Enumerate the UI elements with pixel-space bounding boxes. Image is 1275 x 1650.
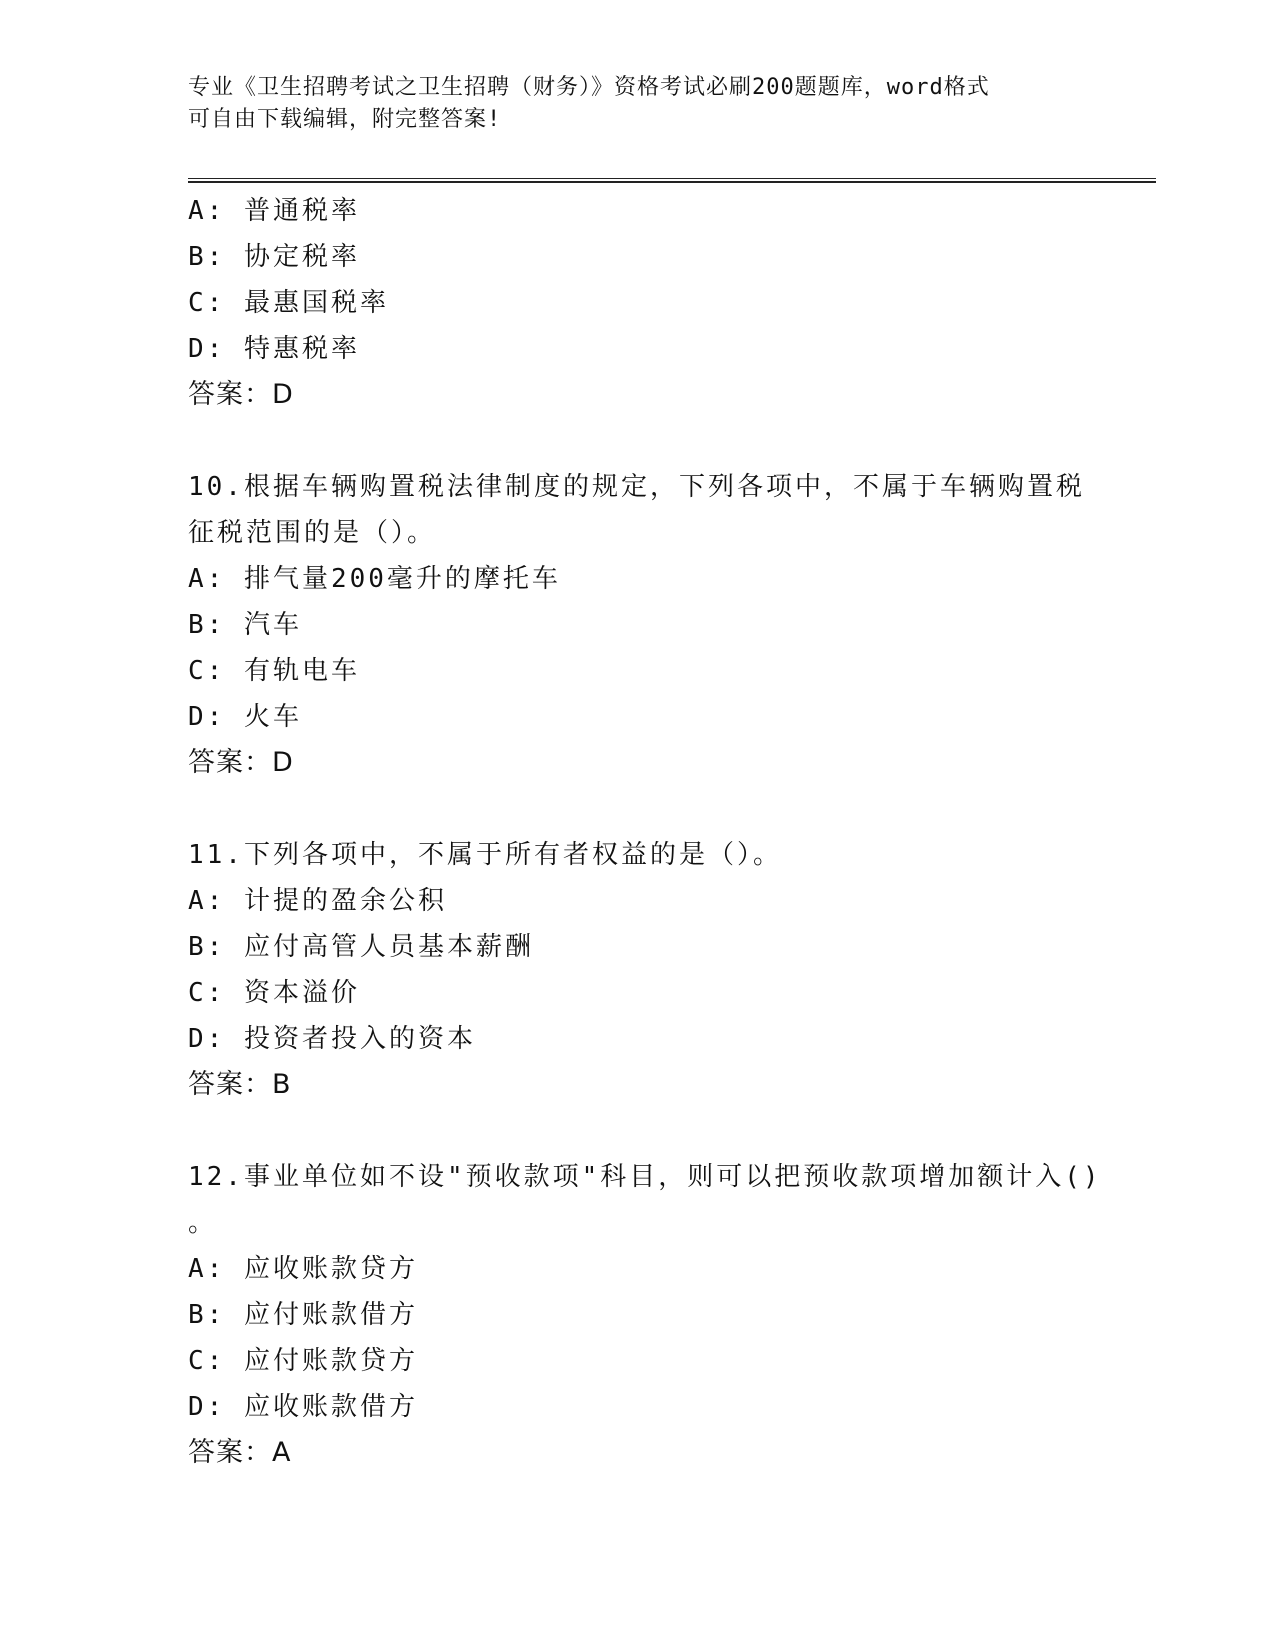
question-text-line: 。 (188, 1208, 218, 1238)
question-text-line: 征税范围的是（）。 (188, 518, 437, 548)
option-d: D: 投资者投入的资本 (188, 1024, 476, 1054)
header-divider (188, 178, 1156, 183)
option-a: A: 排气量200毫升的摩托车 (188, 564, 561, 594)
question-block-11 (188, 832, 1088, 1108)
question-block-10 (188, 464, 1088, 786)
question-block-12 (188, 1154, 1102, 1476)
question-text-line: 10.根据车辆购置税法律制度的规定，下列各项中，不属于车辆购置税 (188, 472, 1085, 502)
option-c: C: 最惠国税率 (188, 288, 389, 318)
document-header (188, 72, 1078, 136)
option-d: D: 火车 (188, 702, 302, 732)
option-b: B: 应付账款借方 (188, 1300, 418, 1330)
option-d: D: 应收账款借方 (188, 1392, 418, 1422)
question-text-line: 11.下列各项中，不属于所有者权益的是（）。 (188, 840, 782, 870)
option-c: C: 资本溢价 (188, 978, 360, 1008)
option-b: B: 协定税率 (188, 242, 360, 272)
answer-line: 答案：D (188, 747, 294, 778)
option-d: D: 特惠税率 (188, 334, 360, 364)
option-c: C: 应付账款贷方 (188, 1346, 418, 1376)
option-a: A: 计提的盈余公积 (188, 886, 447, 916)
option-b: B: 应付高管人员基本薪酬 (188, 932, 534, 962)
question-text-line: 12.事业单位如不设"预收款项"科目，则可以把预收款项增加额计入() (188, 1162, 1102, 1192)
header-line-2: 可自由下载编辑，附完整答案! (188, 107, 502, 132)
option-b: B: 汽车 (188, 610, 302, 640)
header-line-1: 专业《卫生招聘考试之卫生招聘（财务）》资格考试必刷200题题库，word格式 (188, 75, 990, 100)
answer-line: 答案：A (188, 1437, 292, 1468)
answer-line: 答案：B (188, 1069, 292, 1100)
option-a: A: 应收账款贷方 (188, 1254, 418, 1284)
option-c: C: 有轨电车 (188, 656, 360, 686)
option-a: A: 普通税率 (188, 196, 360, 226)
question-list (188, 188, 1102, 1476)
question-block-continued (188, 188, 1088, 418)
answer-line: 答案：D (188, 379, 294, 410)
